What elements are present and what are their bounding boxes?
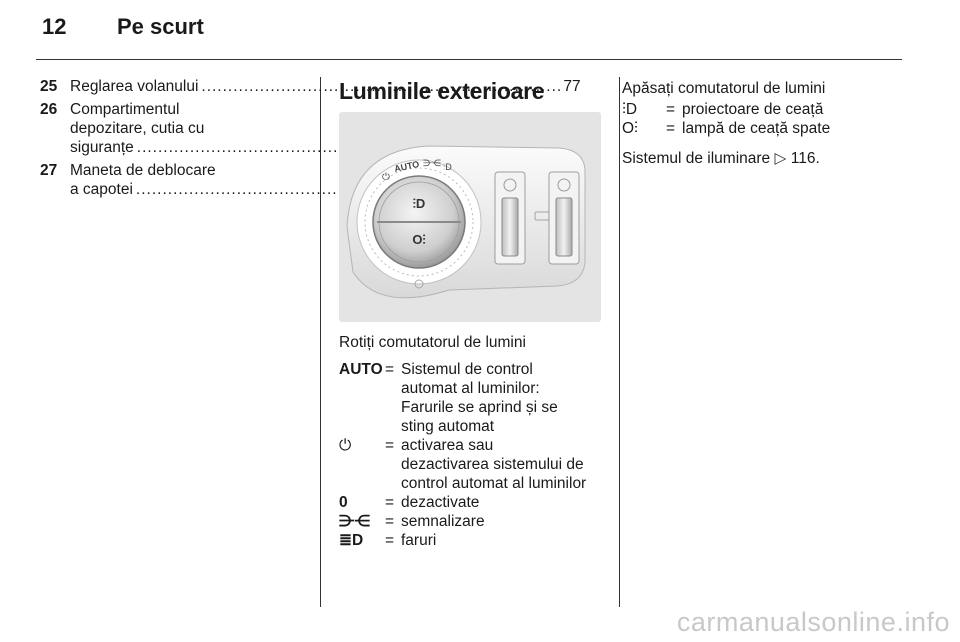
section-title: Luminile exterioare [339, 78, 545, 104]
toc-number: 25 [40, 78, 58, 95]
definition-row: ⫶D = proiectoare de ceață [622, 101, 824, 118]
definition-row: ⏻ = activarea sau dezactivarea sistemului de control automat al luminilor [339, 436, 609, 493]
definition-text: lampă de ceață spate [682, 120, 831, 137]
headlights-icon: ≣D [339, 532, 364, 549]
fog-lights-list [622, 100, 882, 138]
definition-row: ⋺⋲ = semnalizare [339, 512, 609, 531]
switch-positions-list [339, 360, 609, 550]
reference-page: 116. [790, 150, 820, 167]
reference-text: Sistemul de iluminare [622, 150, 771, 167]
toc-label: Reglarea volanului [70, 78, 199, 95]
svg-text:⫶D: ⫶D [412, 196, 426, 211]
toc-number: 26 [40, 101, 58, 118]
cross-reference[interactable] [622, 149, 820, 168]
definition-row: ≣D = faruri [339, 531, 609, 550]
light-switch-drawing [339, 112, 601, 322]
light-switch-illustration [339, 112, 601, 322]
definition-text: proiectoare de ceață [682, 101, 824, 118]
front-fog-icon: ⫶D [622, 101, 638, 118]
column-divider-right [619, 77, 620, 607]
side-lights-icon: ⋺⋲ [339, 513, 370, 530]
svg-text:O⫶: O⫶ [412, 232, 426, 247]
definition-row: AUTO = Sistemul de control automat al luminilor: Farurile se aprind și se sting automat [339, 360, 609, 436]
toc-page: 77 [563, 78, 581, 95]
toc-label: a capotei [70, 181, 133, 198]
rear-fog-icon: O⫶ [622, 120, 638, 137]
svg-text:⏻: ⏻ [382, 172, 390, 183]
power-icon: ⏻ [339, 437, 352, 454]
auto-symbol: AUTO [339, 361, 383, 378]
svg-text:⫶D: ⫶D [443, 162, 452, 172]
press-switch-text: Apăsați comutatorul de lumini [622, 80, 826, 97]
toc-label: Maneta de deblocare [70, 162, 216, 179]
page-number: 12 [42, 14, 67, 39]
page-title: Pe scurt [117, 14, 204, 39]
toc-number: 27 [40, 162, 58, 179]
watermark: carmanualsonline.info [676, 607, 950, 637]
definition-text: Sistemul de control automat al luminilor: Farurile se aprind și se sting automat [401, 361, 558, 435]
triangle-arrow-icon: ▷ [774, 150, 787, 167]
rotate-switch-text: Rotiți comutatorul de lumini [339, 334, 526, 351]
off-icon: 0 [339, 494, 348, 511]
auto-label: AUTO [393, 158, 421, 174]
header-rule [36, 59, 902, 60]
toc-item[interactable] [40, 100, 302, 157]
definition-row: O⫶ = lampă de ceață spate [622, 120, 831, 137]
toc-label: siguranțe [70, 139, 134, 156]
definition-text: faruri [401, 532, 437, 549]
toc-item[interactable] [40, 161, 302, 199]
definition-text: semnalizare [401, 513, 485, 530]
toc-label: Compartimentul [70, 101, 180, 118]
definition-text: activarea sau dezactivarea sistemului de control automat al luminilor [401, 437, 587, 492]
definition-row: 0 = dezactivate [339, 493, 609, 512]
toc-label: depozitare, cutia cu [70, 120, 205, 137]
definition-text: dezactivate [401, 494, 480, 511]
svg-text:⋺⋲: ⋺⋲ [423, 158, 441, 168]
